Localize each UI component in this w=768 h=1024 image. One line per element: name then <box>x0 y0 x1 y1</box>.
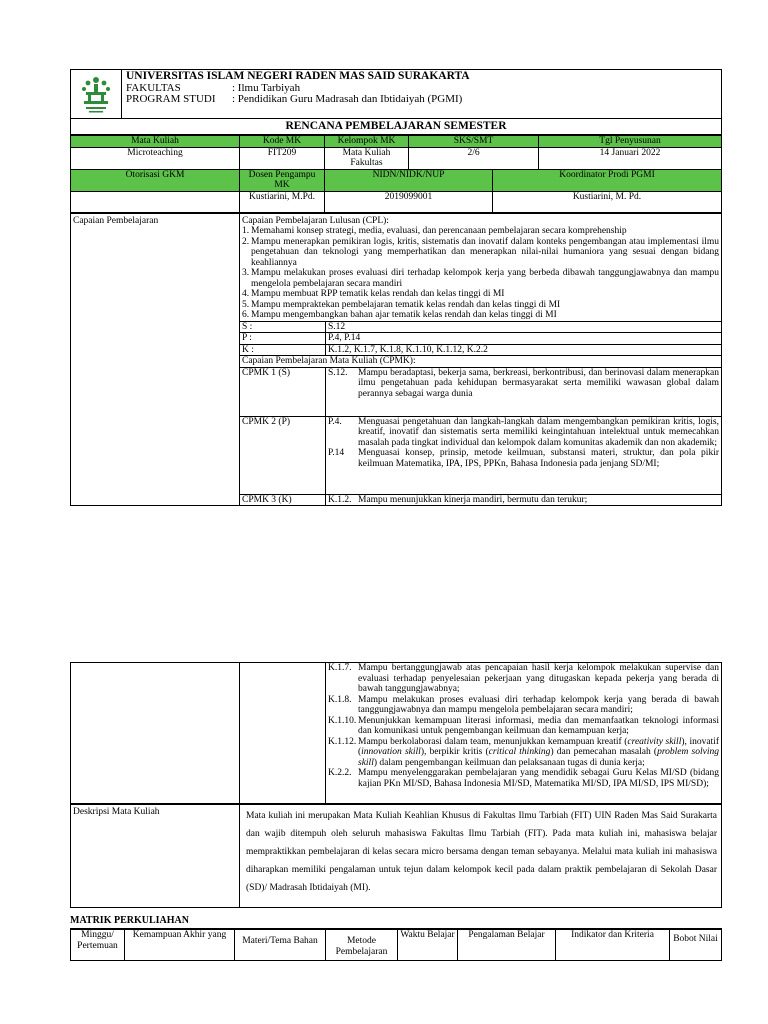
matrik-hdr-materi: Materi/Tema Bahan <box>235 930 326 961</box>
italic-term: critical thinking <box>488 747 551 757</box>
val-tgl: 14 Januari 2022 <box>539 147 722 169</box>
cpmk-text: Mampu melakukan proses evaluasi diri terhadap kelompok kerja yang berada di bawah tanggungjawabnya dan mampu mengelola pembelajaran secara mandiri; <box>358 694 719 715</box>
cpmk-text-k112 <box>358 737 719 769</box>
cpl-title: Capaian Pembelajaran Lulusan (CPL): <box>242 215 389 226</box>
val-otorisasi <box>71 191 240 212</box>
matrik-hdr-indikator: Indikator dan Kriteria <box>556 930 670 961</box>
cpmk1-label: CPMK 1 (S) <box>240 367 326 416</box>
cpl-item: Mampu membuat RPP tematik kelas rendah dan kelas tinggi di MI <box>251 289 505 299</box>
text-part: ) dalam pengembangan keilmuan dan pelaksanaan tugas di dunia kerja; <box>373 757 645 768</box>
cpmk3-label: CPMK 3 (K) <box>240 494 326 506</box>
cpmk-code: K.1.7. <box>328 663 352 673</box>
text-part: ), berpikir kritis ( <box>420 747 489 757</box>
prodi-label: PROGRAM STUDI <box>126 93 216 105</box>
deskripsi-label: Deskripsi Mata Kuliah <box>71 805 240 908</box>
cpl-item: Mampu mengembangkan bahan ajar tematik kelas rendah dan kelas tinggi di MI <box>251 310 557 320</box>
matrik-hdr-metode: Metode Pembelajaran <box>326 930 398 961</box>
cpl-num: 6. <box>242 310 250 320</box>
hdr-tgl: Tgl Penyusunan <box>539 136 722 148</box>
val-kelompok-mk: Mata Kuliah Fakultas <box>325 147 409 169</box>
hdr-kode-mk: Kode MK <box>240 136 325 148</box>
text-part: ) dan pemecahan masalah ( <box>550 747 658 757</box>
k-label: K : <box>240 344 326 356</box>
header-table <box>70 69 722 135</box>
deskripsi-text: Mata kuliah ini merupakan Mata Kuliah Keahlian Khusus di Fakultas Ilmu Tarbiah (FIT) UIN Raden Mas Said Surakarta dan wajib ditempuh oleh seluruh mahasiswa Fakultas Ilmu Tarbiah (FIT). Pada mata kuliah ini, mahasiswa belajar mempraktikkan pembelajaran di kelas secara micro bersama dengan teman sebayanya. Melalui mata kuliah ini mahasiswa diharapkan memiliki pengalaman untuk tejun dalam kelompok kecil pada dalam praktik pembelajaran di Sekolah Dasar (SD)/ Madrasah Ibtidaiyah (MI). <box>240 805 722 908</box>
cpmk-code: K.1.12. <box>328 736 357 747</box>
cpmk-text: Menguasai pengetahuan dan langkah-langkah dalam mengembangkan pemikiran kritis, logis, kreatif, inovatif dan sistematis serta memiliki keingintahuan intelektual untuk memecahkan masalah pada tingkat individual dan kelompok dalam komunitas akademik dan non akademik; <box>358 416 719 448</box>
val-sks-smt: 2/6 <box>409 147 539 169</box>
cpmk2-label: CPMK 2 (P) <box>240 416 326 494</box>
matrik-hdr-kemampuan: Kemampuan Akhir yang <box>125 930 235 961</box>
cpmk3-content <box>326 494 722 506</box>
capaian-label: Capaian Pembelajaran <box>71 213 240 506</box>
cpl-item: Mampu mempraktekan pembelajaran tematik kelas rendah dan kelas tinggi di MI <box>251 299 561 310</box>
p-label: P : <box>240 333 326 345</box>
rps-page-1 <box>70 69 722 506</box>
course-table <box>70 135 722 213</box>
cpl-num: 3. <box>242 268 250 278</box>
p-value: P.4, P.14 <box>326 333 722 345</box>
val-mata-kuliah: Microteaching <box>71 147 240 169</box>
cpmk3-continued-table <box>70 662 722 804</box>
cpl-item: Mampu menerapkan pemikiran logis, kritis, sistematis dan inovatif dalam konteks pengembangan atau implementasi ilmu pengetahuan dan teknologi yang memperhatikan dan menerapkan nilai-nilai humaniora yang sesuai dengan bidang keahliannya <box>251 236 719 268</box>
cpl-num: 1. <box>242 226 250 236</box>
fakultas-label: FAKULTAS <box>126 81 181 94</box>
fakultas-value: : Ilmu Tarbiyah <box>232 81 301 94</box>
cpmk1-content <box>326 367 722 416</box>
text-part: ), inovatif ( <box>358 736 719 757</box>
cpl-cell <box>240 213 722 321</box>
cpmk-text: Mampu menunjukkan kinerja mandiri, bermutu dan terukur; <box>358 494 588 505</box>
cpl-num: 5. <box>242 299 250 310</box>
university-logo <box>77 74 115 116</box>
text-part: Mampu berkolaborasi dalam team, menunjukkan kemampuan kreatif ( <box>358 736 628 747</box>
italic-term: creativity skill <box>627 736 682 747</box>
matrik-hdr-waktu: Waktu Belajar <box>398 930 458 961</box>
header-info <box>122 70 722 119</box>
doc-title: RENCANA PEMBELAJARAN SEMESTER <box>71 119 722 135</box>
cpmk-text: Mampu menyelenggarakan pembelajaran yang mendidik sebagai Guru Kelas MI/SD (bidang kajian PKn MI/SD, Bahasa Indonesia MI/SD, Matematika MI/SD, IPA MI/SD, IPS MI/SD); <box>358 768 719 789</box>
cpmk-code: K.2.2. <box>328 768 352 778</box>
val-nidn: 2019099001 <box>325 191 493 212</box>
cpmk-code: K.1.2. <box>328 494 352 505</box>
val-dosen: Kustiarini, M.Pd. <box>240 191 325 212</box>
hdr-nidn: NIDN/NIDK/NUP <box>325 169 493 191</box>
val-koordinator: Kustiarini, M. Pd. <box>493 191 722 212</box>
cpmk-text: Menguasai konsep, prinsip, metode keilmuan, substansi materi, struktur, dan pola pikir keilmuan Matematika, IPA, IPS, PPKn, Bahasa Indonesia pada jenjang SD/MI; <box>358 448 719 469</box>
cpmk-text: Menunjukkan kemampuan literasi informasi, media dan memanfaatkan teknologi informasi dan komunikasi untuk pengembangan keilmuan dan kemampuan kerja; <box>358 715 719 736</box>
cpmk-code: P.4. <box>328 416 342 427</box>
blank-cpmk-cell <box>240 663 326 804</box>
italic-term: problem solving skill <box>358 747 719 768</box>
cpmk-text: Mampu beradaptasi, bekerja sama, berkreasi, berkontribusi, dan berinovasi dalam menerapkan ilmu pengetahuan pada kehidupan bermasyarakat serta memiliki wawasan global dalam perannya sebagai warga dunia <box>358 367 719 399</box>
val-kode-mk: FIT209 <box>240 147 325 169</box>
cpmk2-content <box>326 416 722 494</box>
cpmk3-continued <box>326 663 722 804</box>
cpl-item: Mampu melakukan proses evaluasi diri terhadap kelompok kerja yang berbeda dibawah tanggungjawabnya dan mampu mengelola pembelajaran secara mandiri <box>251 268 719 289</box>
cpmk-title: Capaian Pembelajaran Mata Kuliah (CPMK): <box>240 356 722 368</box>
cpmk-code: K.1.10. <box>328 715 357 726</box>
deskripsi-table <box>70 804 722 908</box>
cpl-num: 4. <box>242 289 250 299</box>
matrik-hdr-pengalaman: Pengalaman Belajar <box>458 930 556 961</box>
cpmk-code: P.14 <box>328 448 345 458</box>
cpl-num: 2. <box>242 236 250 247</box>
rps-page-2 <box>70 662 722 961</box>
hdr-mata-kuliah: Mata Kuliah <box>71 136 240 148</box>
logo-cell <box>71 70 122 119</box>
matrik-hdr-minggu: Minggu/ Pertemuan <box>71 930 125 961</box>
hdr-sks-smt: SKS/SMT <box>409 136 539 148</box>
cpl-item: Memahami konsep strategi, media, evaluasi, dan perencanaan pembelajaran secara komprehenship <box>251 226 627 236</box>
hdr-dosen: Dosen Pengampu MK <box>240 169 325 191</box>
s-label: S : <box>240 321 326 333</box>
matrik-hdr-bobot: Bobot Nilai <box>670 930 722 961</box>
matrik-title: MATRIK PERKULIAHAN <box>70 914 722 929</box>
italic-term: innovation skill <box>361 747 421 757</box>
university-name: UNIVERSITAS ISLAM NEGERI RADEN MAS SAID SURAKARTA <box>126 70 470 82</box>
cpmk-code: S.12. <box>328 367 348 378</box>
hdr-kelompok-mk: Kelompok MK <box>325 136 409 148</box>
hdr-koordinator: Koordinator Prodi PGMI <box>493 169 722 191</box>
capaian-table <box>70 213 722 507</box>
prodi-value: : Pendidikan Guru Madrasah dan Ibtidaiyah (PGMI) <box>232 93 463 105</box>
cpmk-code: K.1.8. <box>328 694 352 705</box>
hdr-otorisasi: Otorisasi GKM <box>71 169 240 191</box>
k-value: K.1.2, K.1.7, K.1.8, K.1.10, K.1.12, K.2.2 <box>326 344 722 356</box>
blank-label-cell <box>71 663 240 804</box>
s-value: S.12 <box>326 321 722 333</box>
matrik-table <box>70 929 722 961</box>
cpmk-text: Mampu bertanggungjawab atas pencapaian hasil kerja kelompok melakukan supervise dan evaluasi terhadap penyelesaian pekerjaan yang ditugaskan kepada pekerja yang berada di bawah tanggungjawabnya; <box>358 663 719 694</box>
